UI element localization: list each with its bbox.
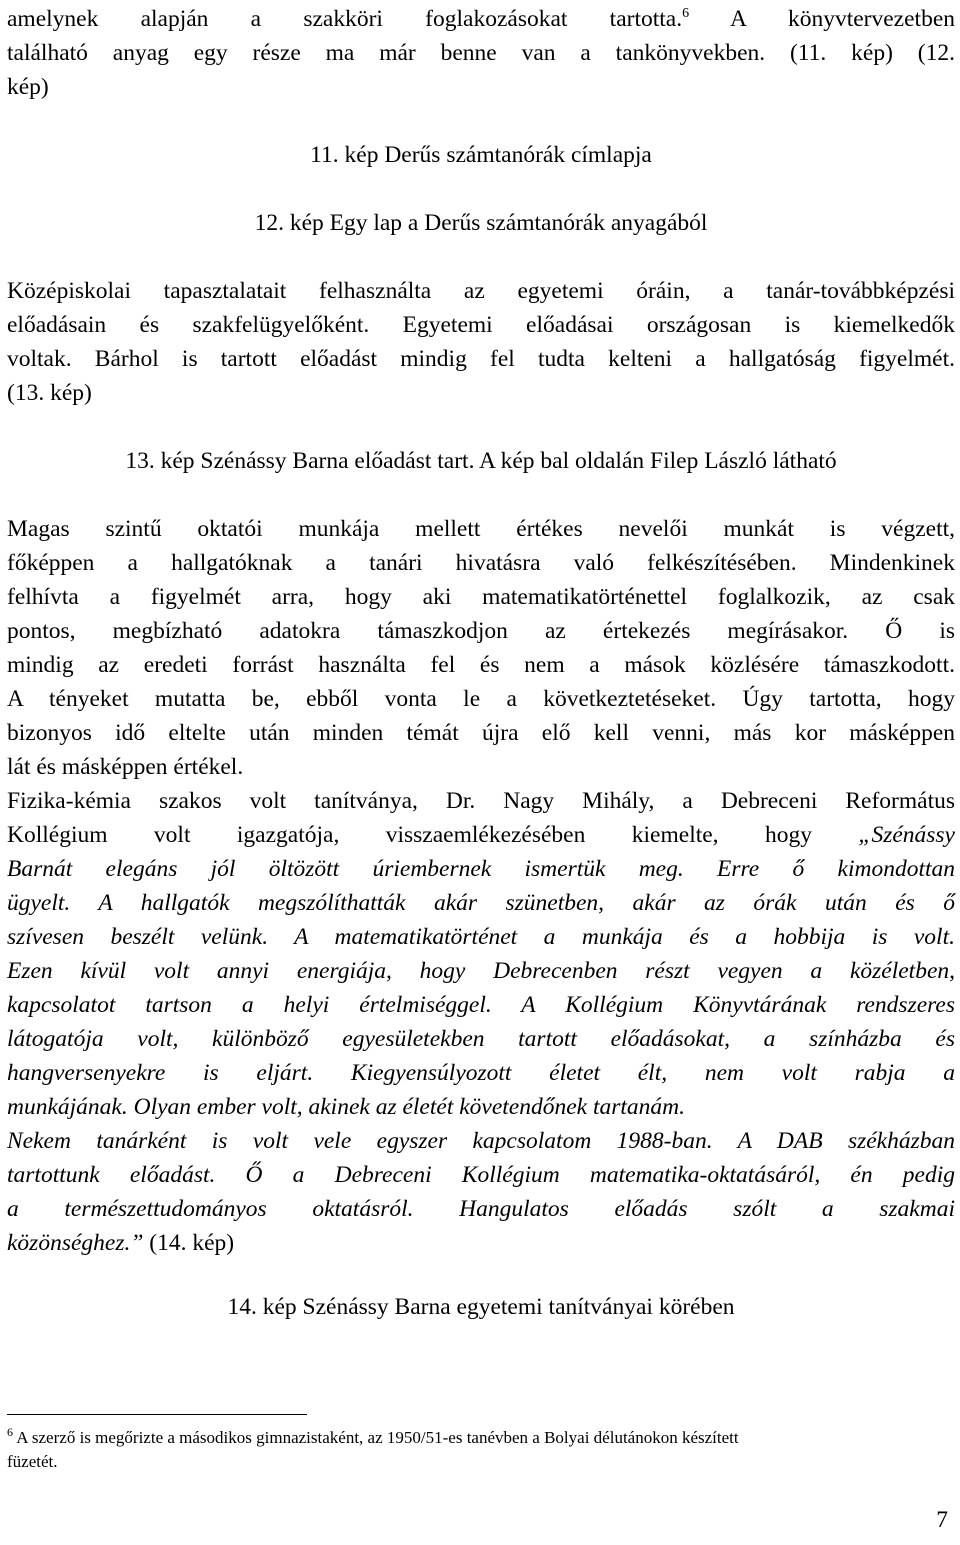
page-number: 7 [936, 1507, 948, 1533]
quote-line-1: Barnát elegáns jól öltözött úriembernek ismertük meg. Erre ő kimondottan [7, 856, 955, 882]
intro-text-a: amelynek alapján a szakköri foglakozásokat tartotta. [7, 6, 683, 32]
para2-line-2: főképpen a hallgatóknak a tanári hivatásra való felkészítésében. Mindenkinek [7, 550, 955, 576]
document-page [7, 0, 955, 1545]
quote-line-12 [7, 1228, 955, 1258]
footnote-number: 6 [7, 1425, 13, 1439]
footnote-ref-6[interactable]: 6 [682, 6, 690, 21]
quote-line-9: Nekem tanárként is volt vele egyszer kapcsolatom 1988-ban. A DAB székházban [7, 1128, 955, 1154]
caption-image-11: 11. kép Derűs számtanórák címlapja [310, 142, 652, 168]
para1-line-4: (13. kép) [7, 380, 92, 406]
para3-line-1: Fizika-kémia szakos volt tanítványa, Dr. Nagy Mihály, a Debreceni Református [7, 788, 955, 814]
intro-line-2: található anyag egy része ma már benne van a tankönyvekben. (11. kép) (12. [7, 40, 955, 66]
quote-line-2: ügyelt. A hallgatók megszólíthatták akár szünetben, akár az órák után és ő [7, 890, 955, 916]
para2-line-5: mindig az eredeti forrást használta fel és nem a mások közlésére támaszkodott. [7, 652, 955, 678]
para2-line-1: Magas szintű oktatói munkája mellett értékes nevelői munkát is végzett, [7, 516, 955, 542]
caption-image-13: 13. kép Szénássy Barna előadást tart. A kép bal oldalán Filep László látható [125, 448, 837, 474]
caption-image-12: 12. kép Egy lap a Derűs számtanórák anyagából [254, 210, 708, 236]
quote-line-11: a természettudományos oktatásról. Hangulatos előadás szólt a szakmai [7, 1196, 955, 1222]
para2-line-8: lát és másképpen értékel. [7, 754, 244, 780]
quote-close: közönséghez.” [7, 1230, 144, 1256]
para2-line-3: felhívta a figyelmét arra, hogy aki matematikatörténettel foglalkozik, az csak [7, 584, 955, 610]
quote-line-5: kapcsolatot tartson a helyi értelmiséggel. A Kollégium Könyvtárának rendszeres [7, 992, 955, 1018]
para3-line-2-plain: Kollégium volt igazgatója, visszaemlékezésében kiemelte, hogy [7, 822, 859, 848]
intro-line-3: kép) [7, 74, 49, 100]
para2-line-7: bizonyos idő eltelte után minden témát újra elő kell venni, más kor másképpen [7, 720, 955, 746]
para2-line-4: pontos, megbízható adatokra támaszkodjon az értekezés megírásakor. Ő is [7, 618, 955, 644]
footnote-line-1 [7, 1427, 955, 1449]
quote-line-3: szívesen beszélt velünk. A matematikatörténet a munkája és a hobbija is volt. [7, 924, 955, 950]
para2-line-6: A tényeket mutatta be, ebből vonta le a következtetéseket. Úgy tartotta, hogy [7, 686, 955, 712]
footnote-line-2: füzetét. [7, 1452, 58, 1471]
quote-line-8: munkájának. Olyan ember volt, akinek az életét követendőnek tartanám. [7, 1094, 686, 1120]
image-14-ref: (14. kép) [143, 1230, 235, 1256]
para1-line-3: voltak. Bárhol is tartott előadást mindig fel tudta kelteni a hallgatóság figyelmét. [7, 346, 955, 372]
caption-image-14: 14. kép Szénássy Barna egyetemi tanítványai körében [227, 1294, 735, 1320]
quote-line-6: látogatója volt, különböző egyesületekben tartott előadásokat, a színházba és [7, 1026, 955, 1052]
quote-line-10: tartottunk előadást. Ő a Debreceni Kollégium matematika-oktatásáról, én pedig [7, 1162, 955, 1188]
para1-line-2: előadásain és szakfelügyelőként. Egyetemi előadásai országosan is kiemelkedők [7, 312, 955, 338]
para3-line-2 [7, 820, 955, 850]
footnote-separator [7, 1414, 307, 1415]
para1-line-1: Középiskolai tapasztalatait felhasználta az egyetemi óráin, a tanár-továbbképzési [7, 278, 955, 304]
intro-text-b: A könyvtervezetben [689, 6, 955, 32]
quote-open: „Szénássy [858, 822, 955, 848]
intro-line-1 [7, 4, 955, 34]
footnote-text: A szerző is megőrizte a másodikos gimnazistaként, az 1950/51-es tanévben a Bolyai délutánokon készített [13, 1428, 739, 1447]
quote-line-4: Ezen kívül volt annyi energiája, hogy Debrecenben részt vegyen a közéletben, [7, 958, 955, 984]
quote-line-7: hangversenyekre is eljárt. Kiegyensúlyozott életet élt, nem volt rabja a [7, 1060, 955, 1086]
